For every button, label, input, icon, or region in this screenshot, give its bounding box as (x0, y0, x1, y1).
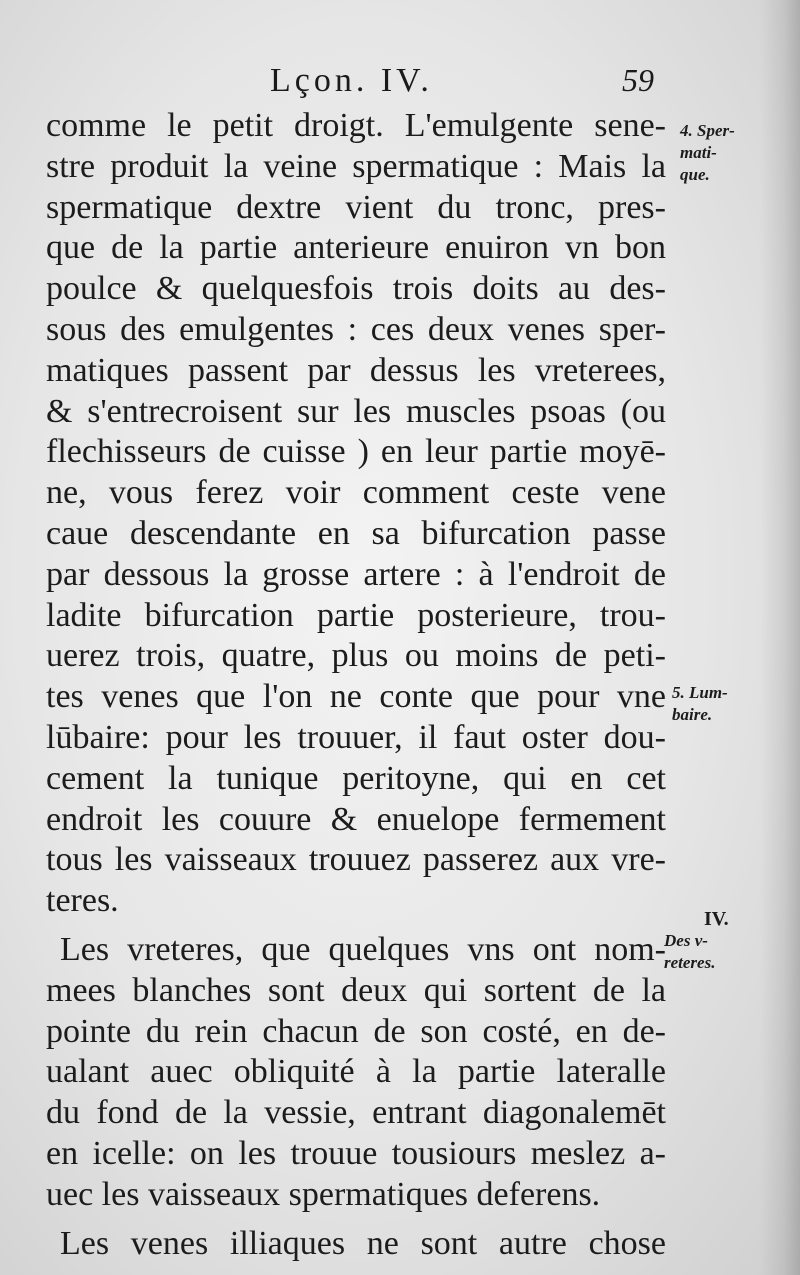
text-line: sous des emulgentes : ces deux venes sper- (46, 310, 666, 348)
text-line: stre produit la veine spermatique : Mais la (46, 147, 666, 185)
body-text (46, 106, 666, 1264)
text-line: ne, vous ferez voir comment ceste vene (46, 474, 666, 512)
text-line: teres. (46, 882, 119, 920)
paragraph-start-line: Les venes illiaques ne sont autre chose (60, 1224, 666, 1262)
text-line: par dessous la grosse artere : à l'endroit de (46, 555, 666, 593)
text-line: poulce & quelquesfois trois doits au des- (46, 270, 666, 308)
margin-note-line: mati- (680, 143, 717, 162)
margin-note-numeral: IV. (704, 908, 729, 930)
paragraph-start-line: Les vreteres, que quelques vns ont nom- (60, 930, 666, 968)
margin-note-lumbaire (672, 682, 782, 726)
text-line: ladite bifurcation partie posterieure, trou- (46, 596, 666, 634)
margin-note-spermatique (680, 120, 790, 186)
text-line: lūbaire: pour les trouuer, il faut oster dou- (46, 718, 666, 756)
text-line: spermatique dextre vient du tronc, pres- (46, 188, 666, 226)
margin-note-line: 5. Lum- (672, 683, 728, 702)
margin-note-line: 4. Sper- (680, 121, 735, 140)
text-line: tes venes que l'on ne conte que pour vne (46, 678, 666, 716)
paragraph-gap (46, 1216, 666, 1224)
text-line: matiques passent par dessus les vreterees, (46, 351, 666, 389)
margin-note-line: baire. (672, 705, 713, 724)
text-line: & s'entrecroisent sur les muscles psoas (ou (46, 392, 666, 430)
text-line: en icelle: on les trouue tousiours meslez a- (46, 1134, 666, 1172)
running-header (48, 62, 660, 102)
text-line: flechisseurs de cuisse ) en leur partie moyē- (46, 433, 666, 471)
margin-note-line: reteres. (664, 953, 716, 972)
page-number: 59 (622, 62, 654, 98)
paragraph-gap (46, 922, 666, 930)
text-line: comme le petit droigt. L'emulgente sene- (46, 107, 666, 144)
text-line: du fond de la vessie, entrant diagonalemēt (46, 1094, 666, 1132)
text-line: ualant auec obliquité à la partie lateralle (46, 1053, 666, 1091)
text-line: tous les vaisseaux trouuez passerez aux vre- (46, 841, 666, 879)
chapter-title: Lçon. IV. (270, 62, 433, 99)
margin-note-line: Des v- (664, 931, 708, 950)
text-line: caue descendante en sa bifurcation passe (46, 514, 666, 552)
margin-note-line: que. (680, 165, 710, 184)
text-line: pointe du rein chacun de son costé, en de- (46, 1012, 666, 1050)
text-line: cement la tunique peritoyne, qui en cet (46, 759, 666, 797)
text-line: uerez trois, quatre, plus ou moins de peti- (46, 637, 666, 675)
margin-note-vreteres (664, 908, 774, 974)
text-line: endroit les couure & enuelope fermement (46, 800, 666, 838)
text-line: que de la partie anterieure enuiron vn bon (46, 229, 666, 267)
text-line: mees blanches sont deux qui sortent de la (46, 971, 666, 1009)
text-line: uec les vaisseaux spermatiques deferens. (46, 1175, 601, 1213)
